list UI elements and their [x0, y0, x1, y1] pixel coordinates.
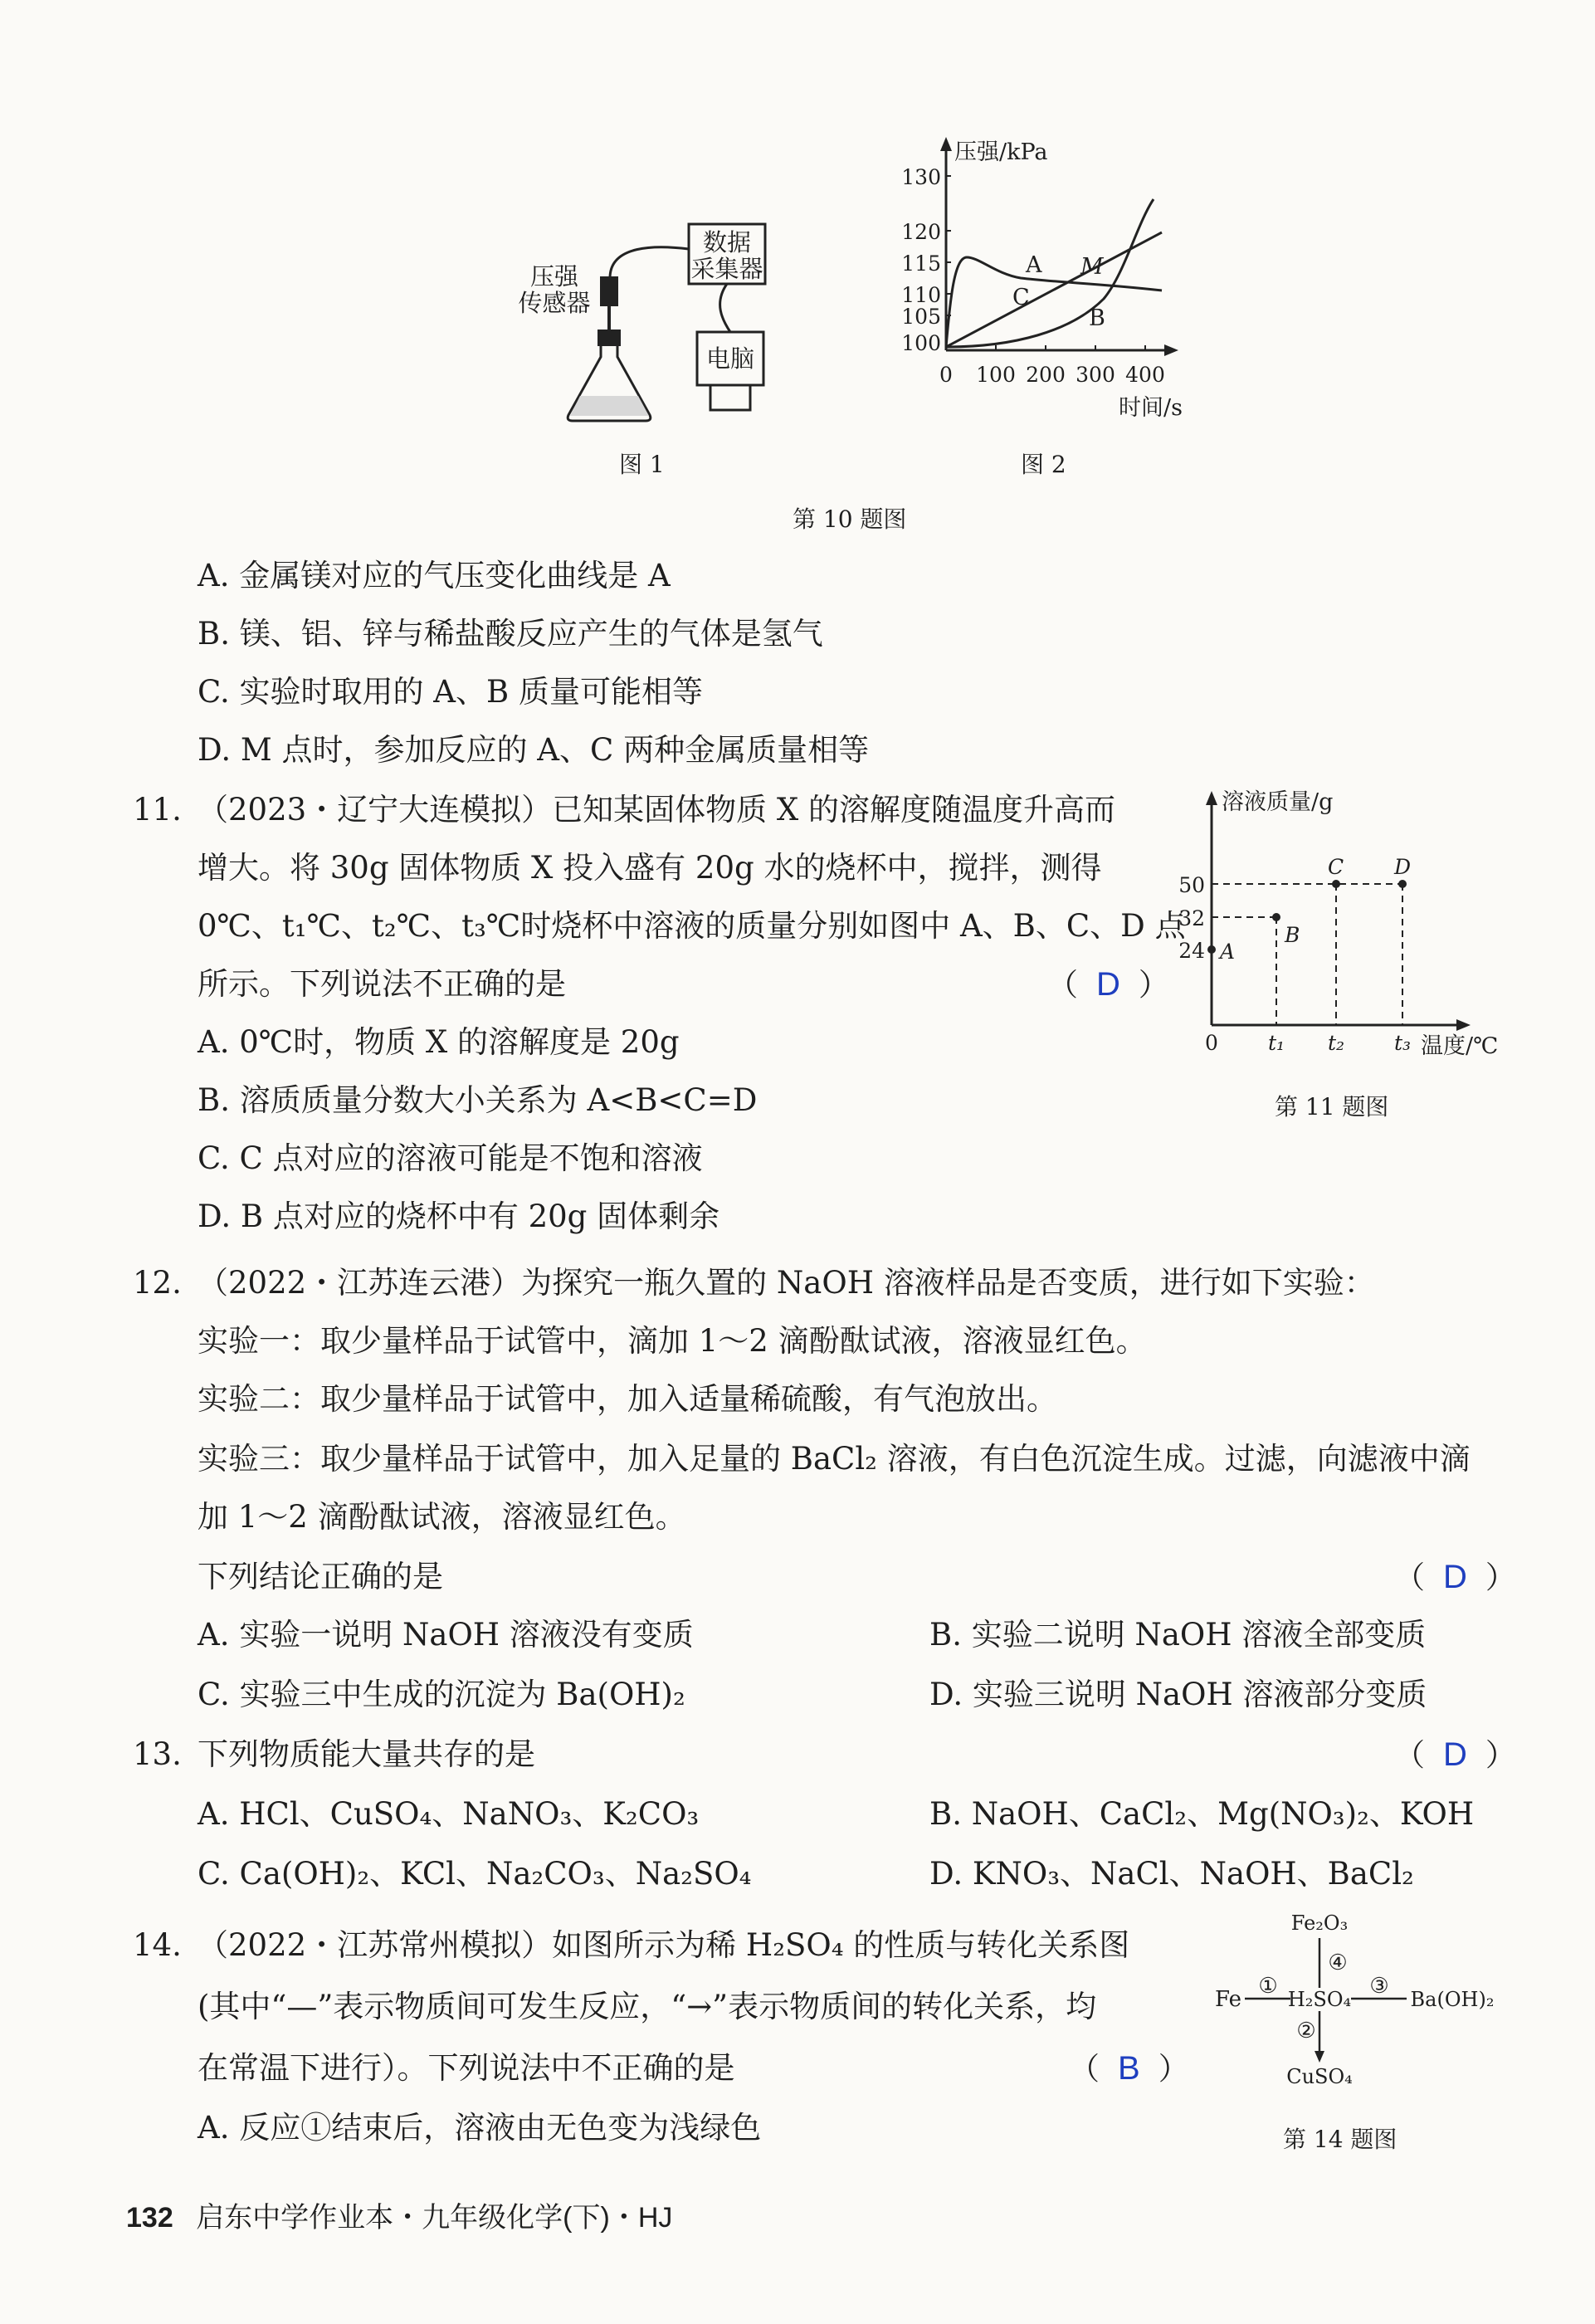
- q11-option-c: C. C 点对应的溶液可能是不饱和溶液: [198, 1140, 703, 1176]
- figure-1-apparatus: [465, 212, 813, 436]
- x-tick-t3: t₃: [1393, 1031, 1412, 1055]
- curve-label-B: B: [1089, 305, 1105, 331]
- y-ticks: [901, 165, 941, 355]
- x-tick-t2: t₂: [1327, 1031, 1345, 1055]
- sensor-label-2: 传感器: [518, 289, 591, 317]
- curve-B: [946, 199, 1154, 347]
- label-2: ②: [1296, 2019, 1316, 2043]
- y-tick-24: 24: [1178, 939, 1205, 963]
- q14-stem-line-3: 在常温下进行）。下列说法中不正确的是: [198, 2050, 735, 2086]
- q12-answer-letter: D: [1443, 1559, 1467, 1595]
- cable-collector-computer: [720, 284, 730, 332]
- q12-question: 下列结论正确的是: [198, 1559, 443, 1594]
- q13-option-d: D. KNO₃、NaCl、NaOH、BaCl₂: [929, 1856, 1414, 1892]
- page-number: 132: [126, 2202, 173, 2234]
- arrowhead: [1315, 2051, 1324, 2063]
- figure-2-caption: 图 2: [1021, 451, 1066, 478]
- data-collector-label-1: 数据: [702, 228, 752, 256]
- curve-A: [946, 257, 1162, 347]
- q12-experiment-1: 实验一：取少量样品于试管中，滴加 1～2 滴酚酞试液，溶液显红色。: [198, 1323, 1147, 1359]
- x-tick-t1: t₁: [1267, 1031, 1285, 1055]
- q11-number: 11.: [133, 792, 182, 828]
- y-tick-50: 50: [1178, 873, 1205, 897]
- x-axis-label: 时间/s: [1119, 395, 1183, 421]
- q14-option-a: A. 反应①结束后，溶液由无色变为浅绿色: [198, 2110, 762, 2146]
- q14-relation-diagram: [1203, 1905, 1519, 2096]
- q12-stem-line-1: （2022・江苏连云港）为探究一瓶久置的 NaOH 溶液样品是否变质，进行如下实验：: [198, 1265, 1375, 1301]
- q12-option-d: D. 实验三说明 NaOH 溶液部分变质: [929, 1677, 1427, 1712]
- curve-label-A: A: [1026, 252, 1042, 278]
- q14-figure-caption: 第 14 题图: [1283, 2126, 1397, 2153]
- q13-answer: （ D ）: [1394, 1736, 1516, 1773]
- q13-option-c: C. Ca(OH)₂、KCl、Na₂CO₃、Na₂SO₄: [198, 1856, 752, 1892]
- q12-option-a: A. 实验一说明 NaOH 溶液没有变质: [198, 1617, 694, 1653]
- page-footer: [126, 2195, 672, 2235]
- x-tick: 0: [939, 363, 953, 387]
- q11-answer-letter: D: [1096, 966, 1120, 1003]
- data-collector-label-2: 采集器: [690, 255, 763, 283]
- stopper: [598, 330, 621, 346]
- q12-number: 12.: [133, 1265, 182, 1301]
- q12-answer: （ D ）: [1394, 1559, 1516, 1595]
- q11-stem-line-3: 0℃、t₁℃、t₂℃、t₃℃时烧杯中溶液的质量分别如图中 A、B、C、D 点: [198, 908, 1186, 944]
- computer-label: 电脑: [705, 344, 755, 373]
- y-axis-arrow: [940, 137, 952, 151]
- q13-answer-letter: D: [1443, 1736, 1467, 1773]
- q13-option-b: B. NaOH、CaCl₂、Mg(NO₃)₂、KOH: [929, 1796, 1475, 1832]
- y-tick: 110: [901, 283, 941, 307]
- q11-stem-line-2: 增大。将 30g 固体物质 X 投入盛有 20g 水的烧杯中，搅拌，测得: [198, 850, 1102, 886]
- figure-10-caption: 第 10 题图: [793, 505, 907, 533]
- curve-label-M: M: [1080, 254, 1104, 280]
- node-baoh2: Ba(OH)₂: [1410, 1988, 1495, 2011]
- q11-stem-line-1: （2023・辽宁大连模拟）已知某固体物质 X 的溶解度随温度升高而: [198, 792, 1116, 828]
- flask-liquid: [570, 396, 649, 416]
- point-label-A: A: [1220, 940, 1236, 964]
- y-axis-label: 溶液质量/g: [1222, 789, 1334, 815]
- q10-option-a: A. 金属镁对应的气压变化曲线是 A: [198, 558, 671, 593]
- node-h2so4: H₂SO₄: [1287, 1988, 1352, 2011]
- q13-number: 13.: [133, 1736, 182, 1772]
- figure-1-caption: 图 1: [619, 451, 665, 478]
- x-axis-arrow: [1456, 1019, 1471, 1031]
- label-4: ④: [1328, 1950, 1348, 1975]
- point-label-D: D: [1394, 855, 1412, 879]
- data-point-D: [1398, 880, 1407, 888]
- y-tick: 115: [901, 251, 941, 276]
- node-cuso4: CuSO₄: [1286, 2065, 1353, 2088]
- q14-stem-line-1: （2022・江苏常州模拟）如图所示为稀 H₂SO₄ 的性质与转化关系图: [198, 1927, 1130, 1963]
- q12-option-b: B. 实验二说明 NaOH 溶液全部变质: [929, 1617, 1427, 1653]
- q13-option-a: A. HCl、CuSO₄、NaNO₃、K₂CO₃: [198, 1796, 700, 1832]
- y-tick: 120: [901, 220, 941, 244]
- q11-option-b: B. 溶质质量分数大小关系为 A<B<C=D: [198, 1082, 758, 1118]
- x-tick: 200: [1026, 363, 1066, 387]
- node-fe: Fe: [1214, 1987, 1242, 2012]
- label-3: ③: [1369, 1974, 1389, 1999]
- q14-number: 14.: [133, 1927, 182, 1963]
- q11-figure-caption: 第 11 题图: [1275, 1093, 1389, 1120]
- q13-stem: 下列物质能大量共存的是: [198, 1736, 535, 1772]
- x-axis-label: 温度/℃: [1421, 1033, 1499, 1058]
- q12-experiment-2: 实验二：取少量样品于试管中，加入适量稀硫酸，有气泡放出。: [198, 1381, 1057, 1417]
- y-tick: 105: [901, 305, 941, 329]
- x-axis-arrow: [1164, 344, 1178, 356]
- y-tick-32: 32: [1178, 906, 1205, 930]
- x-ticks: [939, 363, 1165, 387]
- sensor-label-1: 压强: [529, 262, 579, 290]
- x-tick: 400: [1125, 363, 1165, 387]
- q11-option-a: A. 0℃时，物质 X 的溶解度是 20g: [198, 1024, 680, 1060]
- q14-stem-line-2: (其中“—”表示物质间可发生反应，“→”表示物质间的转化关系，均: [198, 1989, 1097, 2024]
- q11-solution-mass-chart: [1162, 784, 1510, 1058]
- y-axis-label: 压强/kPa: [954, 139, 1048, 165]
- q10-option-c: C. 实验时取用的 A、B 质量可能相等: [198, 674, 703, 710]
- node-fe2o3: Fe₂O₃: [1290, 1911, 1349, 1935]
- computer-stand: [710, 385, 750, 410]
- book-title: 启东中学作业本・九年级化学(下)・HJ: [196, 2202, 673, 2234]
- q10-option-b: B. 镁、铝、锌与稀盐酸反应产生的气体是氢气: [198, 616, 823, 652]
- y-axis-arrow: [1206, 791, 1217, 805]
- point-label-B: B: [1285, 923, 1300, 947]
- q12-experiment-3: 实验三：取少量样品于试管中，加入足量的 BaCl₂ 溶液，有白色沉淀生成。过滤，向滤液中滴: [198, 1441, 1471, 1477]
- y-tick: 130: [901, 165, 941, 189]
- q14-answer-letter: B: [1118, 2050, 1140, 2087]
- point-label-C: C: [1328, 855, 1344, 879]
- q11-answer: （ D ）: [1047, 966, 1169, 1003]
- x-tick: 100: [976, 363, 1016, 387]
- x-tick-0: 0: [1205, 1031, 1218, 1055]
- q11-option-d: D. B 点对应的烧杯中有 20g 固体剩余: [198, 1199, 720, 1234]
- pressure-sensor-icon: [600, 276, 618, 306]
- x-tick: 300: [1076, 363, 1115, 387]
- q11-data-marks: [1207, 880, 1407, 1025]
- q10-option-d: D. M 点时，参加反应的 A、C 两种金属质量相等: [198, 732, 870, 768]
- q11-stem-line-4: 所示。下列说法不正确的是: [198, 966, 566, 1002]
- figure-2-pressure-chart: [888, 133, 1203, 432]
- q12-option-c: C. 实验三中生成的沉淀为 Ba(OH)₂: [198, 1677, 685, 1712]
- q14-answer: （ B ）: [1069, 2050, 1189, 2087]
- cable-sensor-collector: [610, 247, 689, 278]
- curve-label-C: C: [1012, 285, 1030, 310]
- data-point-B: [1272, 913, 1280, 921]
- q12-experiment-3-cont: 加 1～2 滴酚酞试液，溶液显红色。: [198, 1499, 686, 1535]
- data-point-A: [1207, 945, 1216, 954]
- label-1: ①: [1258, 1974, 1278, 1999]
- y-tick: 100: [901, 331, 941, 355]
